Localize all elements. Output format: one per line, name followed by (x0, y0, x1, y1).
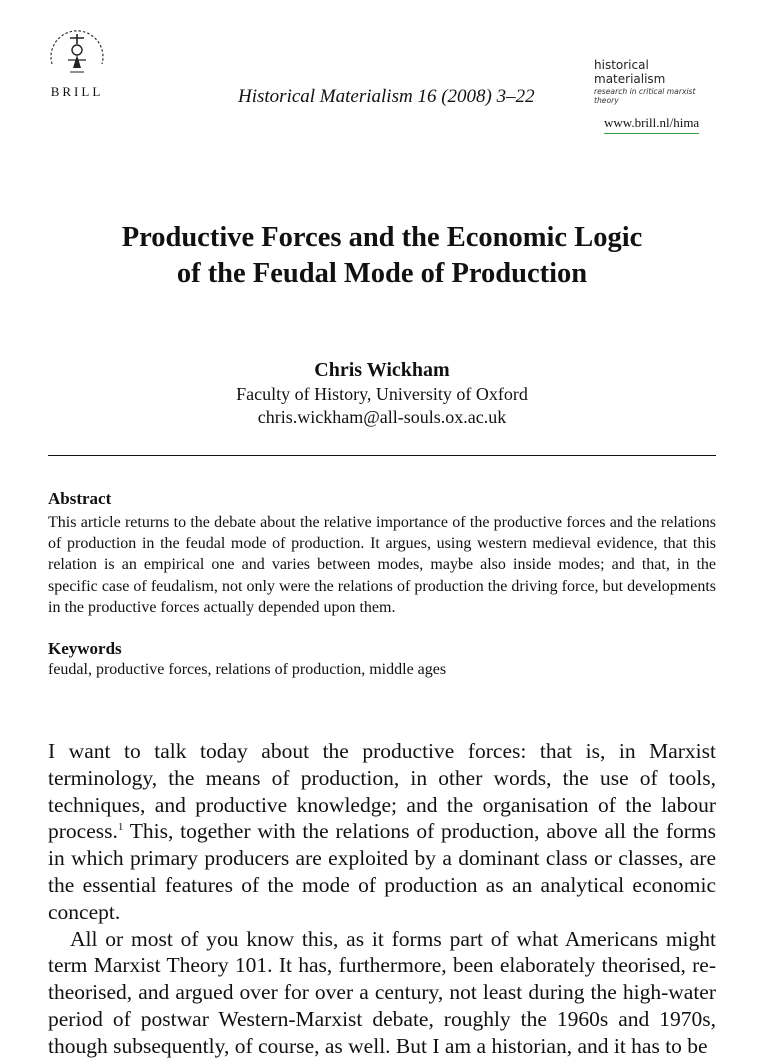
footnote-marker[interactable]: 1 (117, 821, 124, 834)
author-name: Chris Wickham (314, 359, 450, 381)
author-affiliation: Faculty of History, University of Oxford (236, 384, 528, 404)
body-paragraph-1 (48, 738, 716, 926)
series-subtitle: research in critical marxist theory (594, 87, 696, 105)
body-paragraph-1-text-a: I want to talk today about the productive forces: that is, in Marxist terminology, the means of production, in other words, the use of tools, techniques, and productive knowledge; and the organisation of the labour process. (48, 739, 716, 844)
author-email: chris.wickham@all-souls.ox.ac.uk (257, 407, 507, 427)
brill-wordmark: BRILL (50, 84, 104, 99)
article-title (48, 220, 716, 292)
article-title-line-2: of the Feudal Mode of Production (176, 258, 588, 289)
abstract-text: This article returns to the debate about the relative importance of the productive forces and the relations of production in the feudal mode of production. It argues, using western medieval evidence, that this relation is an empirical one and varies between modes, maybe also inside modes; and that, in the specific case of feudalism, not only were the relations of production the driving force, but developments in the productive forces actually depended upon them. (48, 514, 716, 616)
journal-url-link[interactable]: www.brill.nl/hima (604, 115, 699, 134)
article-body (48, 738, 716, 1060)
keywords-heading: Keywords (48, 639, 122, 658)
brill-logo (46, 20, 108, 100)
body-paragraph-1-text-b: This, together with the relations of production, above all the forms in which primary producers are exploited by a dominant class or classes, are the essential features of the mode of production as an analytical economic concept. (48, 819, 716, 924)
journal-citation: Historical Materialism 16 (2008) 3–22 (238, 86, 535, 107)
brill-emblem-icon (46, 20, 108, 78)
author-block (48, 357, 716, 429)
keywords-text: feudal, productive forces, relations of production, middle ages (48, 661, 447, 678)
article-title-line-1: Productive Forces and the Economic Logic (121, 222, 643, 253)
body-paragraph-2: All or most of you know this, as it forms part of what Americans might term Marxist Theory 101. It has, furthermore, been elaborately theorised, re-theorised, and argued over for over a century, not least during the high-water period of postwar Western-Marxist debate, roughly the 1960s and 1970s, though subsequently, of course, as well. But I am a historian, and it has to be (48, 926, 716, 1058)
series-title: historical materialism (594, 58, 666, 86)
journal-series-box (594, 58, 718, 134)
section-divider (48, 455, 716, 456)
abstract-heading: Abstract (48, 489, 112, 508)
